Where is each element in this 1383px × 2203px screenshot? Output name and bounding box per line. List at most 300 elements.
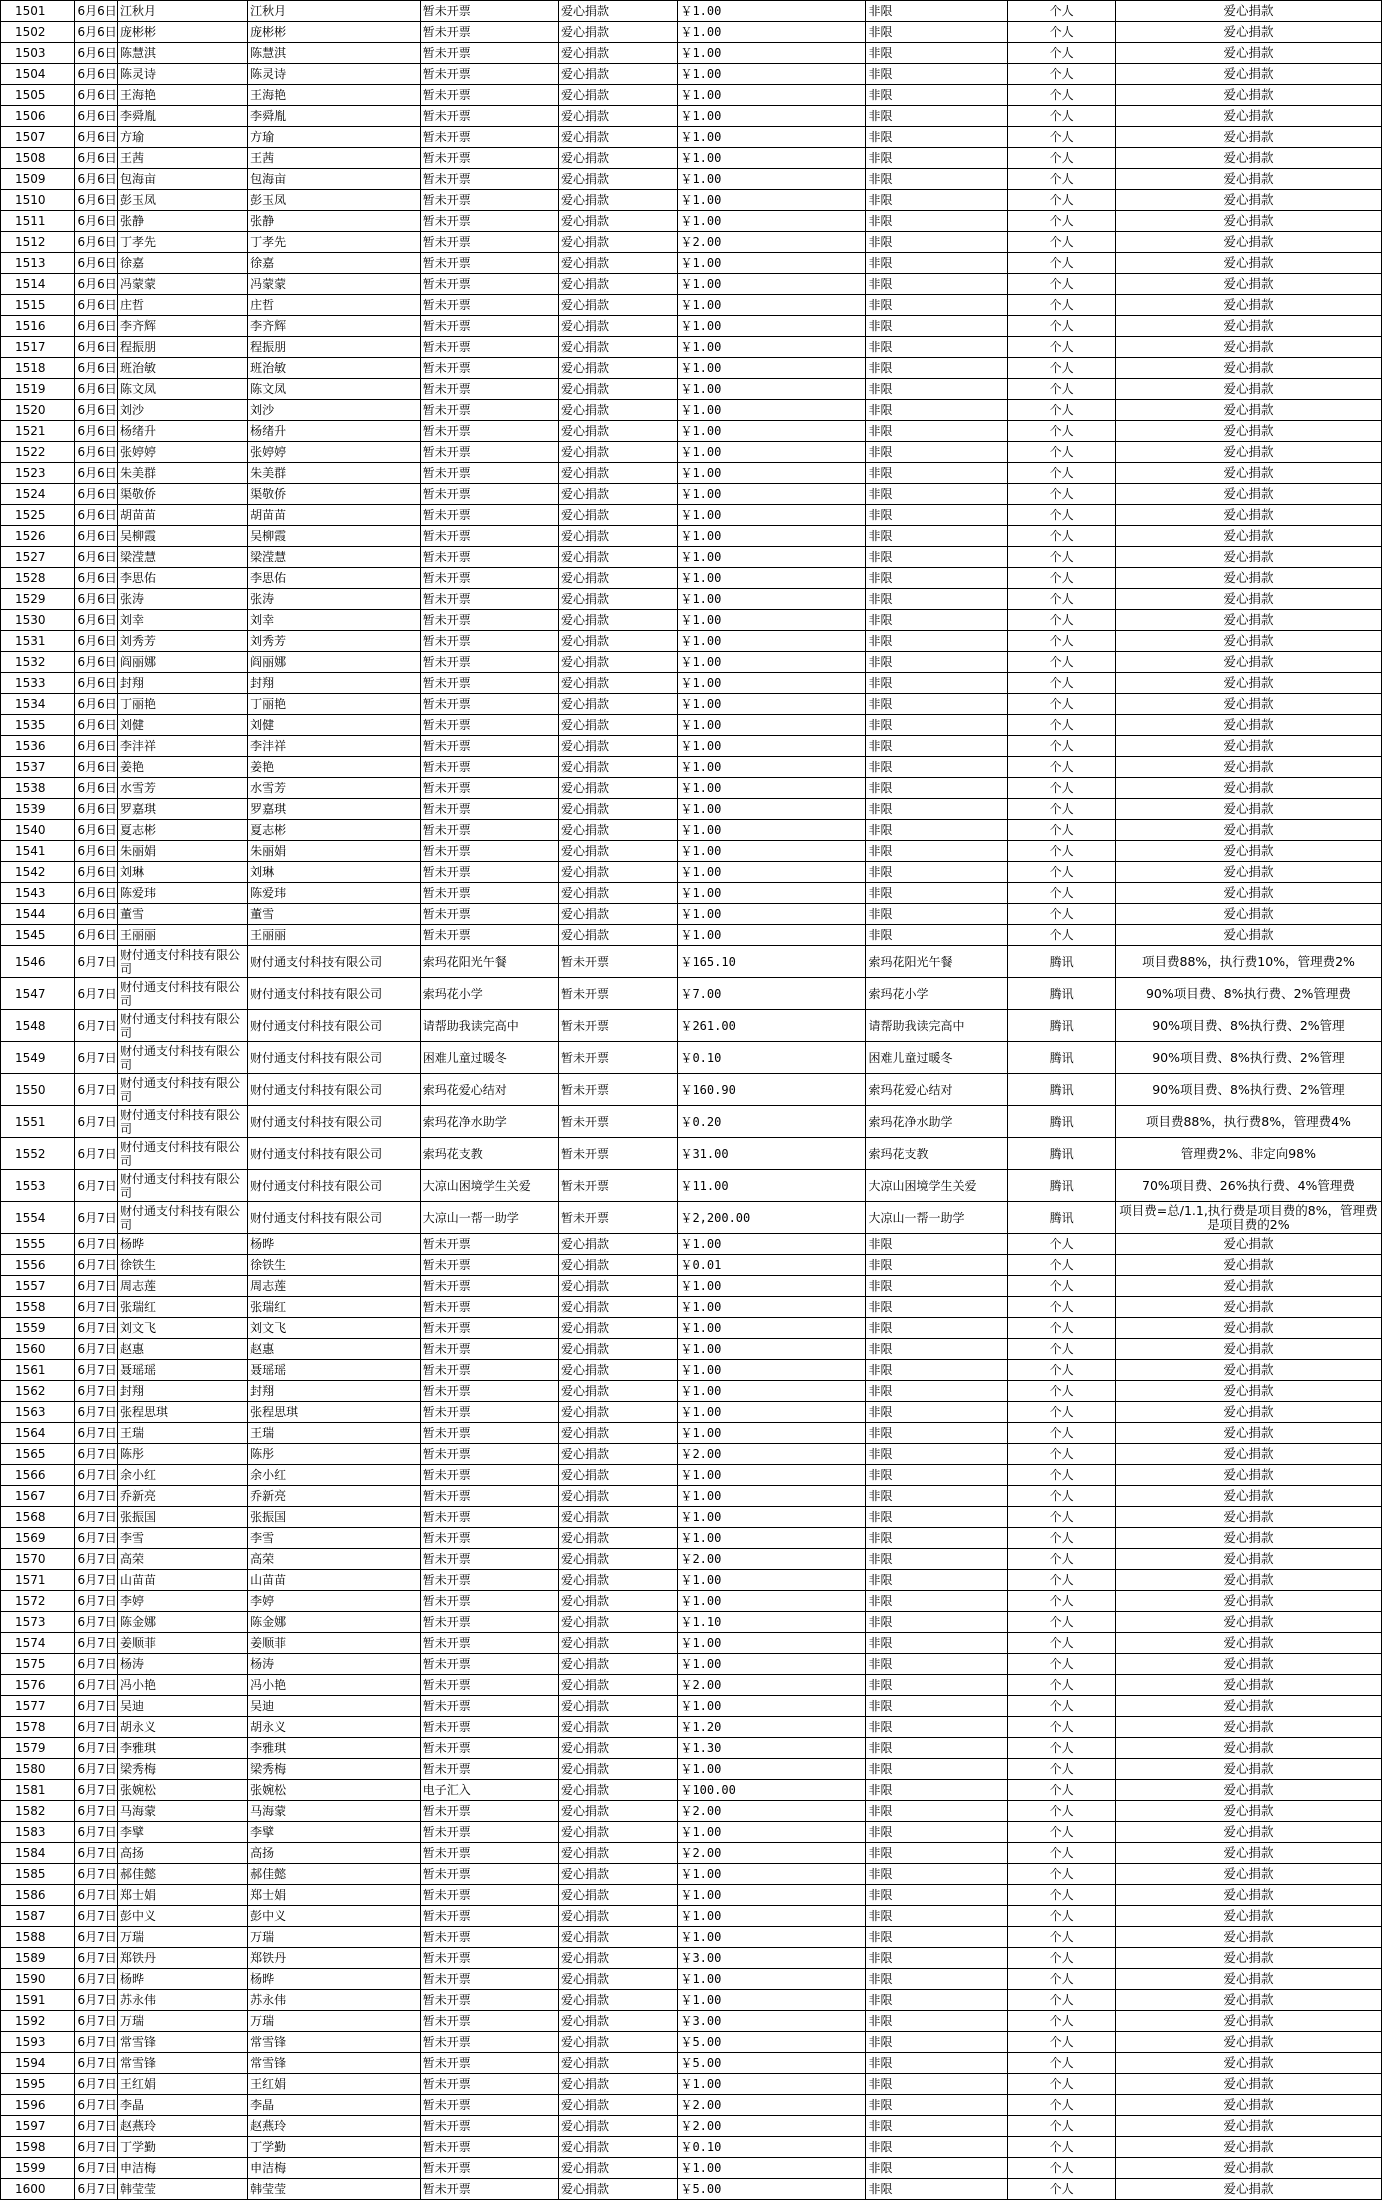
date-cell: 6月6日 [75, 820, 118, 841]
channel-cell: 个人 [1008, 1276, 1116, 1297]
payer-name-cell: 韩莹莹 [248, 2179, 421, 2200]
serial-number-cell: 1559 [1, 1318, 75, 1339]
table-row [1, 1969, 1382, 1990]
table-row [1, 610, 1382, 631]
purpose-cell: 爱心捐款 [559, 400, 678, 421]
amount-cell: ￥1.00 [678, 1927, 866, 1948]
date-cell: 6月7日 [75, 1738, 118, 1759]
payer-name-cell: 苏永伟 [248, 1990, 421, 2011]
date-cell: 6月6日 [75, 610, 118, 631]
channel-cell: 个人 [1008, 1927, 1116, 1948]
amount-cell: ￥1.00 [678, 799, 866, 820]
payer-name-cell: 财付通支付科技有限公司 [248, 1074, 421, 1106]
donor-name-cell: 杨绪升 [118, 421, 248, 442]
invoice-status-cell: 索玛花爱心结对 [420, 1074, 558, 1106]
channel-cell: 个人 [1008, 1528, 1116, 1549]
table-row [1, 22, 1382, 43]
donor-name-cell: 刘沙 [118, 400, 248, 421]
date-cell: 6月6日 [75, 232, 118, 253]
amount-cell: ￥1.00 [678, 1, 866, 22]
date-cell: 6月6日 [75, 169, 118, 190]
note-cell: 爱心捐款 [1115, 2095, 1381, 2116]
invoice-status-cell: 暂未开票 [420, 211, 558, 232]
table-row [1, 484, 1382, 505]
serial-number-cell: 1509 [1, 169, 75, 190]
invoice-status-cell: 暂未开票 [420, 190, 558, 211]
purpose-cell: 爱心捐款 [559, 610, 678, 631]
amount-cell: ￥1.00 [678, 904, 866, 925]
table-row [1, 568, 1382, 589]
table-row [1, 1633, 1382, 1654]
donor-name-cell: 李雪 [118, 1528, 248, 1549]
invoice-status-cell: 暂未开票 [420, 463, 558, 484]
donor-name-cell: 韩莹莹 [118, 2179, 248, 2200]
restriction-cell: 非限 [866, 568, 1008, 589]
invoice-status-cell: 暂未开票 [420, 400, 558, 421]
table-row [1, 1885, 1382, 1906]
invoice-status-cell: 暂未开票 [420, 883, 558, 904]
serial-number-cell: 1530 [1, 610, 75, 631]
purpose-cell: 爱心捐款 [559, 2053, 678, 2074]
note-cell: 爱心捐款 [1115, 442, 1381, 463]
channel-cell: 腾讯 [1008, 1138, 1116, 1170]
serial-number-cell: 1556 [1, 1255, 75, 1276]
payer-name-cell: 胡苗苗 [248, 505, 421, 526]
donor-name-cell: 渠敬侨 [118, 484, 248, 505]
restriction-cell: 非限 [866, 2179, 1008, 2200]
note-cell: 爱心捐款 [1115, 1444, 1381, 1465]
table-row [1, 1486, 1382, 1507]
table-row [1, 85, 1382, 106]
amount-cell: ￥1.00 [678, 1528, 866, 1549]
payer-name-cell: 李思佑 [248, 568, 421, 589]
serial-number-cell: 1599 [1, 2158, 75, 2179]
donor-name-cell: 马海蒙 [118, 1801, 248, 1822]
invoice-status-cell: 请帮助我读完高中 [420, 1010, 558, 1042]
channel-cell: 个人 [1008, 1780, 1116, 1801]
payer-name-cell: 吴柳霞 [248, 526, 421, 547]
amount-cell: ￥1.00 [678, 610, 866, 631]
table-row [1, 1591, 1382, 1612]
invoice-status-cell: 索玛花小学 [420, 978, 558, 1010]
restriction-cell: 非限 [866, 841, 1008, 862]
date-cell: 6月6日 [75, 127, 118, 148]
date-cell: 6月7日 [75, 1106, 118, 1138]
donor-name-cell: 财付通支付科技有限公司 [118, 946, 248, 978]
serial-number-cell: 1570 [1, 1549, 75, 1570]
note-cell: 爱心捐款 [1115, 274, 1381, 295]
donor-name-cell: 陈文凤 [118, 379, 248, 400]
purpose-cell: 爱心捐款 [559, 526, 678, 547]
table-row [1, 1381, 1382, 1402]
donor-name-cell: 赵燕玲 [118, 2116, 248, 2137]
donor-name-cell: 朱美群 [118, 463, 248, 484]
table-row [1, 2137, 1382, 2158]
payer-name-cell: 山苗苗 [248, 1570, 421, 1591]
payer-name-cell: 杨绪升 [248, 421, 421, 442]
purpose-cell: 爱心捐款 [559, 1549, 678, 1570]
channel-cell: 个人 [1008, 820, 1116, 841]
note-cell: 爱心捐款 [1115, 610, 1381, 631]
table-row [1, 1106, 1382, 1138]
serial-number-cell: 1518 [1, 358, 75, 379]
restriction-cell: 索玛花小学 [866, 978, 1008, 1010]
restriction-cell: 非限 [866, 1591, 1008, 1612]
invoice-status-cell: 暂未开票 [420, 1591, 558, 1612]
amount-cell: ￥1.00 [678, 1885, 866, 1906]
table-row [1, 904, 1382, 925]
purpose-cell: 爱心捐款 [559, 1780, 678, 1801]
table-row [1, 1234, 1382, 1255]
purpose-cell: 暂未开票 [559, 946, 678, 978]
purpose-cell: 爱心捐款 [559, 2158, 678, 2179]
invoice-status-cell: 电子汇入 [420, 1780, 558, 1801]
purpose-cell: 爱心捐款 [559, 568, 678, 589]
channel-cell: 个人 [1008, 1612, 1116, 1633]
purpose-cell: 爱心捐款 [559, 22, 678, 43]
purpose-cell: 爱心捐款 [559, 1948, 678, 1969]
amount-cell: ￥1.00 [678, 1360, 866, 1381]
channel-cell: 个人 [1008, 2074, 1116, 2095]
restriction-cell: 非限 [866, 1927, 1008, 1948]
serial-number-cell: 1594 [1, 2053, 75, 2074]
table-row [1, 1654, 1382, 1675]
restriction-cell: 非限 [866, 1, 1008, 22]
payer-name-cell: 彭中义 [248, 1906, 421, 1927]
channel-cell: 个人 [1008, 2158, 1116, 2179]
restriction-cell: 非限 [866, 1318, 1008, 1339]
amount-cell: ￥1.00 [678, 1339, 866, 1360]
amount-cell: ￥1.00 [678, 568, 866, 589]
serial-number-cell: 1505 [1, 85, 75, 106]
note-cell: 爱心捐款 [1115, 169, 1381, 190]
restriction-cell: 非限 [866, 1990, 1008, 2011]
restriction-cell: 非限 [866, 1297, 1008, 1318]
date-cell: 6月6日 [75, 505, 118, 526]
invoice-status-cell: 暂未开票 [420, 1423, 558, 1444]
donor-name-cell: 财付通支付科技有限公司 [118, 1170, 248, 1202]
channel-cell: 个人 [1008, 589, 1116, 610]
serial-number-cell: 1550 [1, 1074, 75, 1106]
restriction-cell: 非限 [866, 799, 1008, 820]
payer-name-cell: 高扬 [248, 1843, 421, 1864]
serial-number-cell: 1513 [1, 253, 75, 274]
serial-number-cell: 1569 [1, 1528, 75, 1549]
channel-cell: 个人 [1008, 1591, 1116, 1612]
restriction-cell: 非限 [866, 442, 1008, 463]
amount-cell: ￥1.00 [678, 400, 866, 421]
payer-name-cell: 王红娟 [248, 2074, 421, 2095]
amount-cell: ￥2.00 [678, 232, 866, 253]
payer-name-cell: 财付通支付科技有限公司 [248, 1106, 421, 1138]
serial-number-cell: 1563 [1, 1402, 75, 1423]
restriction-cell: 非限 [866, 1444, 1008, 1465]
restriction-cell: 非限 [866, 1696, 1008, 1717]
donor-name-cell: 王瑞 [118, 1423, 248, 1444]
donor-name-cell: 财付通支付科技有限公司 [118, 1074, 248, 1106]
restriction-cell: 非限 [866, 43, 1008, 64]
purpose-cell: 暂未开票 [559, 1010, 678, 1042]
payer-name-cell: 张静 [248, 211, 421, 232]
serial-number-cell: 1591 [1, 1990, 75, 2011]
payer-name-cell: 高荣 [248, 1549, 421, 1570]
channel-cell: 个人 [1008, 778, 1116, 799]
payer-name-cell: 丁丽艳 [248, 694, 421, 715]
date-cell: 6月6日 [75, 526, 118, 547]
serial-number-cell: 1540 [1, 820, 75, 841]
serial-number-cell: 1514 [1, 274, 75, 295]
purpose-cell: 爱心捐款 [559, 547, 678, 568]
channel-cell: 个人 [1008, 337, 1116, 358]
table-row [1, 883, 1382, 904]
note-cell: 爱心捐款 [1115, 1507, 1381, 1528]
note-cell: 爱心捐款 [1115, 1675, 1381, 1696]
donor-name-cell: 陈灵诗 [118, 64, 248, 85]
serial-number-cell: 1538 [1, 778, 75, 799]
serial-number-cell: 1536 [1, 736, 75, 757]
channel-cell: 个人 [1008, 2032, 1116, 2053]
payer-name-cell: 王丽丽 [248, 925, 421, 946]
amount-cell: ￥1.00 [678, 862, 866, 883]
note-cell: 爱心捐款 [1115, 1528, 1381, 1549]
table-row [1, 1138, 1382, 1170]
restriction-cell: 非限 [866, 400, 1008, 421]
note-cell: 爱心捐款 [1115, 43, 1381, 64]
purpose-cell: 爱心捐款 [559, 169, 678, 190]
note-cell: 爱心捐款 [1115, 757, 1381, 778]
invoice-status-cell: 暂未开票 [420, 43, 558, 64]
note-cell: 90%项目费、8%执行费、2%管理 [1115, 1010, 1381, 1042]
channel-cell: 个人 [1008, 2095, 1116, 2116]
note-cell: 90%项目费、8%执行费、2%管理 [1115, 1074, 1381, 1106]
purpose-cell: 爱心捐款 [559, 232, 678, 253]
donor-name-cell: 刘健 [118, 715, 248, 736]
invoice-status-cell: 暂未开票 [420, 274, 558, 295]
note-cell: 爱心捐款 [1115, 631, 1381, 652]
note-cell: 爱心捐款 [1115, 463, 1381, 484]
donor-name-cell: 李雅琪 [118, 1738, 248, 1759]
invoice-status-cell: 暂未开票 [420, 1885, 558, 1906]
date-cell: 6月6日 [75, 337, 118, 358]
payer-name-cell: 梁秀梅 [248, 1759, 421, 1780]
restriction-cell: 非限 [866, 904, 1008, 925]
payer-name-cell: 杨涛 [248, 1654, 421, 1675]
invoice-status-cell: 暂未开票 [420, 1528, 558, 1549]
donor-name-cell: 封翔 [118, 673, 248, 694]
invoice-status-cell: 暂未开票 [420, 2011, 558, 2032]
channel-cell: 个人 [1008, 757, 1116, 778]
note-cell: 爱心捐款 [1115, 1297, 1381, 1318]
date-cell: 6月7日 [75, 1276, 118, 1297]
channel-cell: 个人 [1008, 841, 1116, 862]
purpose-cell: 爱心捐款 [559, 1423, 678, 1444]
invoice-status-cell: 暂未开票 [420, 1990, 558, 2011]
note-cell: 爱心捐款 [1115, 1, 1381, 22]
restriction-cell: 非限 [866, 1339, 1008, 1360]
channel-cell: 个人 [1008, 1570, 1116, 1591]
purpose-cell: 爱心捐款 [559, 1360, 678, 1381]
channel-cell: 个人 [1008, 631, 1116, 652]
date-cell: 6月6日 [75, 799, 118, 820]
channel-cell: 个人 [1008, 274, 1116, 295]
restriction-cell: 大凉山困境学生关爱 [866, 1170, 1008, 1202]
restriction-cell: 非限 [866, 358, 1008, 379]
table-row [1, 925, 1382, 946]
table-row [1, 799, 1382, 820]
date-cell: 6月7日 [75, 1696, 118, 1717]
serial-number-cell: 1564 [1, 1423, 75, 1444]
date-cell: 6月7日 [75, 1759, 118, 1780]
restriction-cell: 非限 [866, 2137, 1008, 2158]
purpose-cell: 爱心捐款 [559, 2011, 678, 2032]
table-row [1, 1465, 1382, 1486]
serial-number-cell: 1533 [1, 673, 75, 694]
payer-name-cell: 丁孝先 [248, 232, 421, 253]
channel-cell: 个人 [1008, 1402, 1116, 1423]
donor-name-cell: 阎丽娜 [118, 652, 248, 673]
amount-cell: ￥5.00 [678, 2053, 866, 2074]
invoice-status-cell: 暂未开票 [420, 757, 558, 778]
note-cell: 爱心捐款 [1115, 1360, 1381, 1381]
date-cell: 6月6日 [75, 883, 118, 904]
note-cell: 爱心捐款 [1115, 1381, 1381, 1402]
donor-name-cell: 常雪锋 [118, 2032, 248, 2053]
channel-cell: 个人 [1008, 1633, 1116, 1654]
serial-number-cell: 1545 [1, 925, 75, 946]
amount-cell: ￥1.00 [678, 820, 866, 841]
payer-name-cell: 财付通支付科技有限公司 [248, 1010, 421, 1042]
restriction-cell: 非限 [866, 1864, 1008, 1885]
serial-number-cell: 1560 [1, 1339, 75, 1360]
restriction-cell: 索玛花阳光午餐 [866, 946, 1008, 978]
serial-number-cell: 1528 [1, 568, 75, 589]
purpose-cell: 爱心捐款 [559, 862, 678, 883]
serial-number-cell: 1517 [1, 337, 75, 358]
channel-cell: 个人 [1008, 1, 1116, 22]
invoice-status-cell: 暂未开票 [420, 1381, 558, 1402]
payer-name-cell: 罗嘉琪 [248, 799, 421, 820]
payer-name-cell: 申洁梅 [248, 2158, 421, 2179]
table-row [1, 547, 1382, 568]
payer-name-cell: 李晶 [248, 2095, 421, 2116]
donor-name-cell: 李齐辉 [118, 316, 248, 337]
table-row [1, 526, 1382, 547]
payer-name-cell: 朱丽娟 [248, 841, 421, 862]
serial-number-cell: 1541 [1, 841, 75, 862]
channel-cell: 个人 [1008, 1906, 1116, 1927]
restriction-cell: 非限 [866, 526, 1008, 547]
invoice-status-cell: 暂未开票 [420, 253, 558, 274]
note-cell: 爱心捐款 [1115, 1633, 1381, 1654]
date-cell: 6月7日 [75, 1486, 118, 1507]
purpose-cell: 爱心捐款 [559, 820, 678, 841]
date-cell: 6月7日 [75, 1138, 118, 1170]
amount-cell: ￥1.00 [678, 1822, 866, 1843]
serial-number-cell: 1549 [1, 1042, 75, 1074]
date-cell: 6月7日 [75, 1528, 118, 1549]
donor-name-cell: 程振朋 [118, 337, 248, 358]
invoice-status-cell: 暂未开票 [420, 505, 558, 526]
note-cell: 爱心捐款 [1115, 1906, 1381, 1927]
invoice-status-cell: 暂未开票 [420, 337, 558, 358]
purpose-cell: 爱心捐款 [559, 589, 678, 610]
restriction-cell: 困难儿童过暖冬 [866, 1042, 1008, 1074]
donor-name-cell: 李晶 [118, 2095, 248, 2116]
channel-cell: 腾讯 [1008, 978, 1116, 1010]
channel-cell: 个人 [1008, 1822, 1116, 1843]
restriction-cell: 非限 [866, 2158, 1008, 2179]
payer-name-cell: 阎丽娜 [248, 652, 421, 673]
invoice-status-cell: 暂未开票 [420, 1738, 558, 1759]
donor-name-cell: 彭中义 [118, 1906, 248, 1927]
restriction-cell: 非限 [866, 820, 1008, 841]
table-row [1, 1696, 1382, 1717]
channel-cell: 个人 [1008, 1654, 1116, 1675]
purpose-cell: 爱心捐款 [559, 1507, 678, 1528]
donor-name-cell: 姜顺菲 [118, 1633, 248, 1654]
donor-name-cell: 江秋月 [118, 1, 248, 22]
purpose-cell: 爱心捐款 [559, 1339, 678, 1360]
channel-cell: 个人 [1008, 169, 1116, 190]
invoice-status-cell: 暂未开票 [420, 2053, 558, 2074]
payer-name-cell: 水雪芳 [248, 778, 421, 799]
channel-cell: 个人 [1008, 379, 1116, 400]
invoice-status-cell: 暂未开票 [420, 1759, 558, 1780]
serial-number-cell: 1516 [1, 316, 75, 337]
date-cell: 6月6日 [75, 841, 118, 862]
serial-number-cell: 1578 [1, 1717, 75, 1738]
date-cell: 6月6日 [75, 442, 118, 463]
note-cell: 爱心捐款 [1115, 2179, 1381, 2200]
restriction-cell: 非限 [866, 2095, 1008, 2116]
serial-number-cell: 1596 [1, 2095, 75, 2116]
purpose-cell: 爱心捐款 [559, 883, 678, 904]
channel-cell: 个人 [1008, 1717, 1116, 1738]
date-cell: 6月6日 [75, 736, 118, 757]
note-cell: 爱心捐款 [1115, 358, 1381, 379]
purpose-cell: 爱心捐款 [559, 1759, 678, 1780]
amount-cell: ￥1.00 [678, 757, 866, 778]
note-cell: 爱心捐款 [1115, 505, 1381, 526]
date-cell: 6月7日 [75, 1170, 118, 1202]
note-cell: 爱心捐款 [1115, 1402, 1381, 1423]
invoice-status-cell: 暂未开票 [420, 694, 558, 715]
purpose-cell: 爱心捐款 [559, 1402, 678, 1423]
date-cell: 6月6日 [75, 484, 118, 505]
payer-name-cell: 万瑞 [248, 2011, 421, 2032]
restriction-cell: 非限 [866, 1423, 1008, 1444]
note-cell: 爱心捐款 [1115, 316, 1381, 337]
amount-cell: ￥1.00 [678, 1402, 866, 1423]
restriction-cell: 非限 [866, 1360, 1008, 1381]
table-row [1, 1843, 1382, 1864]
payer-name-cell: 常雪锋 [248, 2032, 421, 2053]
invoice-status-cell: 暂未开票 [420, 652, 558, 673]
amount-cell: ￥1.00 [678, 1591, 866, 1612]
serial-number-cell: 1544 [1, 904, 75, 925]
invoice-status-cell: 暂未开票 [420, 1864, 558, 1885]
invoice-status-cell: 暂未开票 [420, 610, 558, 631]
channel-cell: 个人 [1008, 1969, 1116, 1990]
purpose-cell: 爱心捐款 [559, 316, 678, 337]
table-row [1, 1759, 1382, 1780]
purpose-cell: 暂未开票 [559, 1106, 678, 1138]
table-row [1, 673, 1382, 694]
table-row [1, 379, 1382, 400]
donor-name-cell: 水雪芳 [118, 778, 248, 799]
donor-name-cell: 山苗苗 [118, 1570, 248, 1591]
date-cell: 6月6日 [75, 694, 118, 715]
